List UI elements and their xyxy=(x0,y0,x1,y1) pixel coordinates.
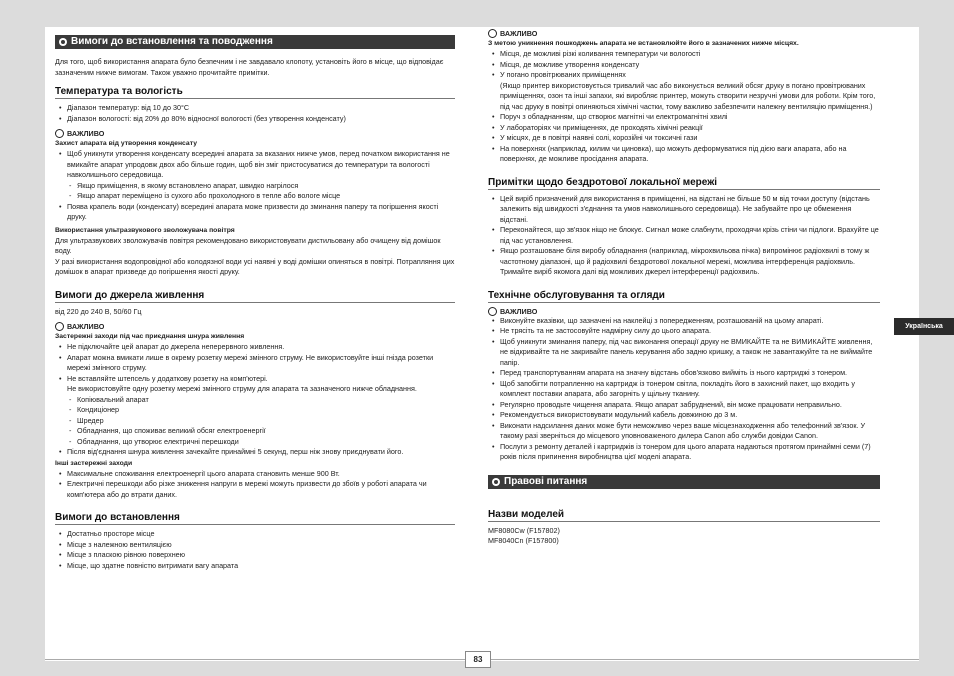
list-item: • Перед транспортуванням апарата на значну відстань обов'язково вийміть із нього картриджі з тонером. xyxy=(488,368,880,379)
list-item: • Діапазон вологості: від 20% до 80% відносної вологості (без утворення конденсату) xyxy=(55,114,455,125)
important-icon xyxy=(488,29,497,38)
list-item: • Поруч з обладнанням, що створює магнітні чи електромагнітні хвилі xyxy=(488,112,880,123)
important-text: ВАЖЛИВО xyxy=(67,322,105,331)
list-item: • На поверхнях (наприклад, килим чи циновка), що можуть деформуватися під дією ваги апарата, або на поверхнях, де можливе просідання апарата. xyxy=(488,144,880,165)
list-item: • Цей виріб призначений для використання в приміщенні, на відстані не більше 50 м від точки доступу (відстань залежить від швидкості з'єднання та умов навколишнього середовища). Не забувайте про це обмеження відстані. xyxy=(488,194,880,226)
bullet-circle-icon xyxy=(492,478,500,486)
cond-subheading: Захист апарата від утворення конденсату xyxy=(55,140,197,147)
temp-list xyxy=(55,103,455,124)
list-item: • Якщо розташоване біля виробу обладнання (наприклад, мікрохвильова пічка) випромінює радіохвилі в тому ж частотному діапазоні, що й радіохвилі бездротової локальної мережі, можлива інтерференція радіохвиль. Тримайте виріб якомога далі від можливих джерел інтерференції радіохвиль. xyxy=(488,246,880,278)
right-column xyxy=(488,29,880,547)
list-item: • Після від'єднання шнура живлення зачекайте принаймні 5 секунд, перш ніж знову приєднувати його. xyxy=(55,447,455,458)
power-heading: Вимоги до джерела живлення xyxy=(55,290,455,303)
list-item: • Не трясіть та не застосовуйте надмірну силу до цього апарата. xyxy=(488,326,880,337)
warn-subheading: З метою уникнення пошкоджень апарата не встановлюйте його в зазначених нижче місцях. xyxy=(488,40,799,47)
wireless-heading: Примітки щодо бездротової локальної мережі xyxy=(488,177,880,190)
list-item: - Якщо апарат переміщено із сухого або прохолодного в тепле або вологе місце xyxy=(55,191,455,202)
ultra-text-1: Для ультразвукових зволожувачів повітря рекомендовано використовувати дистильовану або очищену від домішок воду. xyxy=(55,235,441,255)
list-item: • Виконати надсилання даних може бути неможливо через ваше місцезнаходження або телефонний зв'язок. У такому разі зверніться до місцевого уповноваженого дилера Canon або служби довідки Canon. xyxy=(488,421,880,442)
power-subheading: Застережні заходи під час приєднання шнура живлення xyxy=(55,333,245,340)
list-item: - Копіювальний апарат xyxy=(55,395,455,406)
list-item: • Поява крапель води (конденсату) всередині апарата може призвести до зминання паперу та погіршення якості друку. xyxy=(55,202,455,223)
page-number: 83 xyxy=(465,651,491,668)
list-item: • У погано провітрюваних приміщеннях (Якщо принтер використовується тривалий час або виконується великий обсяг друку в погано провітрюваних приміщеннях, озон та інші запахи, які виробляє принтер, можуть створити незручні умови для роботи. Крім того, під час друку в повітрі опиняються хімічні частки, тому важливо забезпечити належну вентиляцію приміщення.) xyxy=(488,70,880,112)
important-label xyxy=(488,29,880,38)
warn-list xyxy=(488,49,880,165)
list-item: • Переконайтеся, що зв'язок ніщо не блокує. Сигнал може слабнути, проходячи крізь стіни чи підлоги. Врахуйте це під час установлення. xyxy=(488,225,880,246)
list-item: • Щоб уникнути утворення конденсату всередині апарата за вказаних нижче умов, перед початком використання не вмикайте апарат упродовж двох або більше годин, щоб він зміг пристосуватися до температури та вологості навколишнього середовища. xyxy=(55,149,455,181)
list-item: • Електричні перешкоди або різке зниження напруги в мережі можуть призвести до збоїв у роботі апарата чи комп'ютера або до втрати даних. xyxy=(55,479,455,500)
important-icon xyxy=(55,322,64,331)
ultra-subheading: Використання ультразвукового зволожувача повітря xyxy=(55,226,235,234)
list-item: • Не вставляйте штепсель у додаткову розетку на комп'ютері. Не використовуйте одну розетку мережі змінного струму для апарата та зазначеного нижче обладнання. xyxy=(55,374,455,395)
power-text: від 220 до 240 В, 50/60 Гц xyxy=(55,306,142,316)
left-column xyxy=(55,35,455,571)
list-item: • Діапазон температур: від 10 до 30°C xyxy=(55,103,455,114)
list-item: • Апарат можна вмикати лише в окрему розетку мережі змінного струму. Не використовуйте інші гнізда розетки мережі змінного струму. xyxy=(55,353,455,374)
list-item: • Регулярно проводьте чищення апарата. Якщо апарат забруднений, він може працювати неправильно. xyxy=(488,400,880,411)
other-subheading: Інші застережні заходи xyxy=(55,459,133,467)
list-item: • Максимальне споживання електроенергії цього апарата становить менше 900 Вт. xyxy=(55,469,455,480)
model-name: MF8040Cn (F157800) xyxy=(488,536,559,545)
list-item: - Обладнання, що утворює електричні перешкоди xyxy=(55,437,455,448)
legal-title-bar xyxy=(488,475,880,489)
section-title: Вимоги до встановлення та поводження xyxy=(71,36,273,47)
bullet-circle-icon xyxy=(59,38,67,46)
important-label xyxy=(488,307,880,316)
important-icon xyxy=(55,129,64,138)
important-text: ВАЖЛИВО xyxy=(67,129,105,138)
important-label xyxy=(55,129,455,138)
power-list xyxy=(55,342,455,458)
important-icon xyxy=(488,307,497,316)
temp-heading: Температура та вологість xyxy=(55,86,455,99)
list-item: • Достатньо просторе місце xyxy=(55,529,455,540)
list-item: • Рекомендується використовувати модульний кабель довжиною до 3 м. xyxy=(488,410,880,421)
cond-list xyxy=(55,149,455,223)
list-item: - Обладнання, що споживає великий обсяг електроенергії xyxy=(55,426,455,437)
list-item: • Місце з належною вентиляцією xyxy=(55,540,455,551)
list-item: • У лабораторіях чи приміщеннях, де проходять хімічні реакції xyxy=(488,123,880,134)
list-item: - Якщо приміщення, в якому встановлено апарат, швидко нагрілося xyxy=(55,181,455,192)
ultra-text-2: У разі використання водопровідної або колодязної води усі наявні у воді домішки опиняться в повітрі. Потрапляння цих домішок в апарат призведе до погіршення якості друку. xyxy=(55,256,455,276)
list-item: • Щоб запобігти потрапленню на картридж із тонером світла, покладіть його в захисний пакет, що входить у комплект поставки апарата, або загорніть у щільну тканину. xyxy=(488,379,880,400)
model-name: MF8080Cw (F157802) xyxy=(488,525,560,535)
important-text: ВАЖЛИВО xyxy=(500,306,538,316)
list-item: • Щоб уникнути зминання паперу, під час виконання операції друку не ВМИКАЙТЕ та не ВИМИКАЙТЕ живлення, не відкривайте та не закривайте панель керування або задню кришку, а також не завантажуйте та не виймайте папір. xyxy=(488,337,880,369)
list-item: - Кондиціонер xyxy=(55,405,455,416)
wireless-list xyxy=(488,194,880,278)
manual-page xyxy=(45,27,919,661)
list-item: • Місце з пласкою рівною поверхнею xyxy=(55,550,455,561)
language-tab: Українська xyxy=(894,318,954,335)
list-item: • Послуги з ремонту деталей і картриджів із тонером для цього апарата надаються протягом принаймні семи (7) років після припинення виробництва цієї моделі апарата. xyxy=(488,442,880,463)
list-item: - Шредер xyxy=(55,416,455,427)
list-item: • Місця, де можливе утворення конденсату xyxy=(488,60,880,71)
important-label xyxy=(55,322,455,331)
maint-list xyxy=(488,316,880,463)
intro-text: Для того, щоб використання апарата було безпечним і не завдавало клопоту, установіть його в місце, що відповідає зазначеним нижче вимогам. Також уважно прочитайте примітки. xyxy=(55,57,444,77)
other-list xyxy=(55,469,455,501)
section-title-bar xyxy=(55,35,455,49)
list-item: • Виконуйте вказівки, що зазначені на наклейці з попередженням, розташованій на цьому апараті. xyxy=(488,316,880,327)
list-item: • Місце, що здатне повністю витримати вагу апарата xyxy=(55,561,455,572)
important-text: ВАЖЛИВО xyxy=(500,29,538,38)
list-item: • Місця, де можливі різкі коливання температури чи вологості xyxy=(488,49,880,60)
install-heading: Вимоги до встановлення xyxy=(55,512,455,525)
maint-heading: Технічне обслуговування та огляди xyxy=(488,290,880,303)
models-heading: Назви моделей xyxy=(488,509,880,522)
install-list xyxy=(55,529,455,571)
list-item: • У місцях, де в повітрі наявні солі, корозійні чи токсичні гази xyxy=(488,133,880,144)
legal-title: Правові питання xyxy=(504,475,588,487)
list-item: • Не підключайте цей апарат до джерела неперервного живлення. xyxy=(55,342,455,353)
